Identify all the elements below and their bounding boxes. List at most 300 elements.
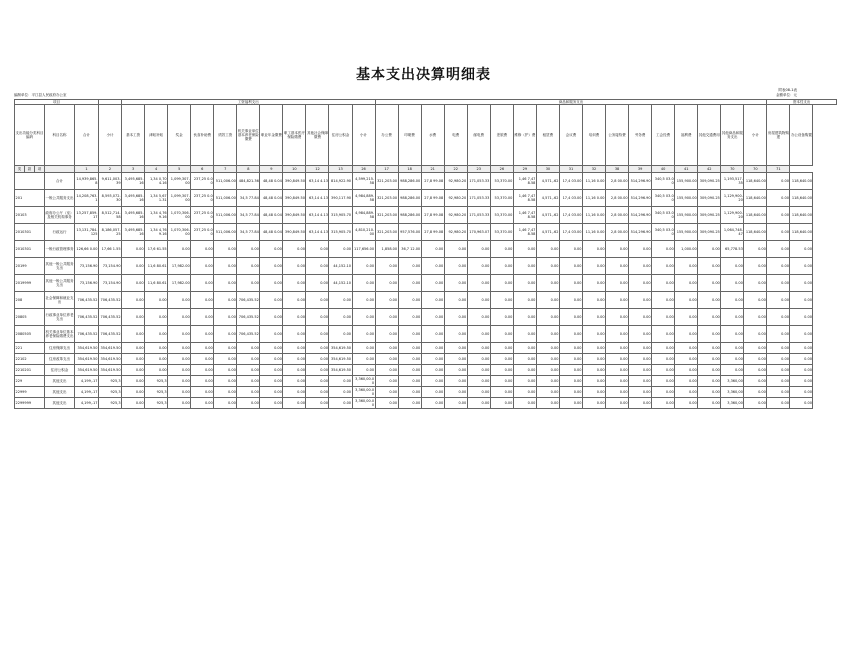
- row-value: 1,129,900.20: [721, 207, 744, 224]
- row-value: 0.00: [536, 292, 559, 309]
- row-value: 0.00: [260, 398, 283, 409]
- row-value: 48,48 0.04: [260, 207, 283, 224]
- row-value: 0.00: [122, 387, 145, 398]
- row-value: 0.00: [352, 343, 375, 354]
- row-value: 0.00: [444, 365, 467, 376]
- row-value: 0.00: [260, 241, 283, 258]
- row-value: 0.00: [122, 275, 145, 292]
- column-code: 4: [145, 166, 168, 173]
- row-name: 住房保障支出: [45, 343, 75, 354]
- row-value: 0.00: [398, 309, 421, 326]
- row-value: 1,000.00: [675, 241, 698, 258]
- row-value: 0.00: [583, 258, 606, 275]
- row-value: 4,571,.62: [536, 190, 559, 207]
- row-value: 0.00: [790, 292, 813, 309]
- goods-group-header: 商品和服务支出: [375, 100, 767, 105]
- row-value: 92,980.20: [444, 224, 467, 241]
- row-value: 0.00: [675, 387, 698, 398]
- row-value: 0.00: [306, 241, 329, 258]
- row-value: 237,25 0.00: [191, 190, 214, 207]
- row-value: 0.00: [191, 309, 214, 326]
- row-value: 1,34 4,76 9.16: [145, 224, 168, 241]
- row-value: 0.00: [237, 398, 260, 409]
- row-value: 0.00: [536, 275, 559, 292]
- row-value: 0.00: [629, 292, 652, 309]
- row-value: 0.00: [721, 292, 744, 309]
- row-value: 0.00: [675, 343, 698, 354]
- row-value: 0.00: [237, 241, 260, 258]
- row-value: 1,46 7,47 8.58: [513, 190, 536, 207]
- row-value: 118,640.00: [790, 173, 813, 190]
- row-value: 0.00: [698, 365, 721, 376]
- column-header: 其他社会保障缴费: [306, 105, 329, 166]
- column-code: 10: [283, 166, 306, 173]
- row-value: 0.00: [490, 241, 513, 258]
- row-value: 321,203.00: [375, 224, 398, 241]
- row-value: 1,34 5,67 1.31: [145, 190, 168, 207]
- row-value: 0.00: [652, 258, 675, 275]
- row-value: 48,48 0.04: [260, 190, 283, 207]
- row-value: 0.00: [744, 343, 767, 354]
- column-code: 17: [375, 166, 398, 173]
- column-code: 13: [329, 166, 352, 173]
- column-code: 32: [583, 166, 606, 173]
- row-value: 1,064,748.47: [721, 224, 744, 241]
- row-value: 0.00: [214, 275, 237, 292]
- column-code: 38: [606, 166, 629, 173]
- row-value: 0.00: [168, 241, 191, 258]
- column-header: 差旅费: [490, 105, 513, 166]
- table-row: [15, 190, 837, 207]
- row-value: 390,849.50: [283, 190, 306, 207]
- row-value: 0.00: [744, 376, 767, 387]
- column-header: 其他交通费用: [698, 105, 721, 166]
- row-value: 511,006.00: [214, 224, 237, 241]
- row-value: 0.00: [652, 398, 675, 409]
- row-value: 0.00: [214, 365, 237, 376]
- row-value: 170,963.07: [467, 224, 490, 241]
- row-value: 1,070,306.00: [168, 224, 191, 241]
- code-level-label: 类: [15, 166, 25, 173]
- row-value: 0.00: [122, 376, 145, 387]
- row-value: 354,619.50: [99, 343, 122, 354]
- row-value: 706,435.52: [75, 326, 99, 343]
- row-value: 0.00: [191, 365, 214, 376]
- row-value: 0.00: [559, 343, 582, 354]
- row-code: 2299999: [15, 398, 45, 409]
- column-code: 40: [652, 166, 675, 173]
- row-value: 0.00: [237, 258, 260, 275]
- row-value: 4,571,.62: [536, 224, 559, 241]
- row-value: 48,48 0.04: [260, 173, 283, 190]
- row-value: 0.00: [513, 343, 536, 354]
- row-value: 0.00: [421, 365, 444, 376]
- currency-unit: 金额单位：元: [776, 93, 797, 97]
- row-value: 0.00: [629, 376, 652, 387]
- row-value: 925,3: [99, 376, 122, 387]
- row-value: 0.00: [375, 326, 398, 343]
- column-header: 伙食补助费: [191, 105, 214, 166]
- row-value: 0.00: [698, 275, 721, 292]
- row-value: 0.00: [444, 354, 467, 365]
- row-value: 0.00: [421, 292, 444, 309]
- table-row: [15, 275, 837, 292]
- column-code: 7: [214, 166, 237, 173]
- row-value: 0.00: [652, 292, 675, 309]
- row-value: 0.00: [698, 343, 721, 354]
- row-value: 0.00: [168, 365, 191, 376]
- row-value: 11,16 0.00: [583, 207, 606, 224]
- row-value: 53,370.00: [490, 207, 513, 224]
- row-code: 22999: [15, 387, 45, 398]
- row-value: 0.00: [444, 309, 467, 326]
- row-value: 3,495,685.16: [122, 190, 145, 207]
- row-value: 390,117.90: [329, 190, 352, 207]
- row-value: 34,5 77.84: [237, 190, 260, 207]
- row-value: 1,099,307.00: [168, 190, 191, 207]
- row-value: 0.00: [168, 354, 191, 365]
- row-value: 73,154.90: [99, 275, 122, 292]
- row-value: 0.00: [790, 258, 813, 275]
- column-header: 绩效工资: [214, 105, 237, 166]
- column-header: 办公设备购置: [790, 105, 813, 166]
- column-header: 支出功能分类科目编码: [15, 105, 45, 166]
- row-value: 0.00: [513, 354, 536, 365]
- row-value: 309,090.25: [698, 207, 721, 224]
- table-row: [15, 173, 837, 190]
- row-value: 0.00: [467, 376, 490, 387]
- row-value: 1,858.00: [375, 241, 398, 258]
- row-value: 0.00: [629, 275, 652, 292]
- row-value: 0.00: [652, 343, 675, 354]
- row-code: 221: [15, 343, 45, 354]
- row-value: 0.00: [421, 326, 444, 343]
- row-value: 0.00: [306, 354, 329, 365]
- row-value: 340,5 03.00: [652, 207, 675, 224]
- row-value: 1,34 0,70 4.16: [145, 173, 168, 190]
- column-header: 住房公积金: [329, 105, 352, 166]
- row-value: 0.00: [467, 398, 490, 409]
- row-value: 0.00: [145, 292, 168, 309]
- row-value: 0.00: [767, 354, 790, 365]
- row-value: 0.00: [583, 387, 606, 398]
- row-value: 0.00: [352, 258, 375, 275]
- row-value: 0.00: [467, 275, 490, 292]
- row-value: 17,66 1.55: [99, 241, 122, 258]
- row-value: 17,982.00: [168, 275, 191, 292]
- row-value: 0.00: [629, 387, 652, 398]
- row-value: 0.00: [698, 292, 721, 309]
- column-header: 电费: [444, 105, 467, 166]
- row-value: 0.00: [790, 387, 813, 398]
- row-value: 0.00: [629, 258, 652, 275]
- row-value: 34,5 77.84: [237, 207, 260, 224]
- row-value: 155,900.00: [675, 224, 698, 241]
- row-value: 0.00: [767, 224, 790, 241]
- reporting-unit: 编制单位：平江县人民政府办公室: [14, 93, 67, 97]
- table-row: [15, 365, 837, 376]
- personnel-group-header: 工资福利支出: [122, 100, 376, 105]
- row-value: 0.00: [260, 376, 283, 387]
- row-value: 0.00: [744, 309, 767, 326]
- row-name: 社会保障和就业支出: [45, 292, 75, 309]
- row-value: 0.00: [306, 387, 329, 398]
- row-value: 0.00: [375, 275, 398, 292]
- column-header: 其他商品和服务支出: [721, 105, 744, 166]
- row-value: 511,006.00: [214, 190, 237, 207]
- column-header: 房屋建筑物购建: [767, 105, 790, 166]
- row-value: 17,6 61.55: [145, 241, 168, 258]
- row-value: 0.00: [767, 190, 790, 207]
- row-value: 0.00: [214, 354, 237, 365]
- row-value: 0.00: [260, 365, 283, 376]
- row-value: 1,46 7,47 8.58: [513, 224, 536, 241]
- row-value: 118,640.00: [790, 207, 813, 224]
- row-value: 0.00: [583, 354, 606, 365]
- row-value: 0.00: [122, 309, 145, 326]
- row-value: 354,619.50: [75, 365, 99, 376]
- column-code: 29: [513, 166, 536, 173]
- item-header: 项目: [15, 100, 99, 105]
- column-code: 70: [744, 166, 767, 173]
- row-value: 155,900.00: [675, 190, 698, 207]
- row-value: 13,257,859.17: [75, 207, 99, 224]
- row-value: 3,495,685.16: [122, 173, 145, 190]
- column-code: 8: [237, 166, 260, 173]
- row-value: 706,435.52: [99, 326, 122, 343]
- row-value: 0.00: [283, 258, 306, 275]
- column-code: 22: [444, 166, 467, 173]
- row-value: 0.00: [652, 376, 675, 387]
- row-value: 0.00: [721, 309, 744, 326]
- row-value: 354,619.50: [99, 365, 122, 376]
- row-value: 0.00: [490, 258, 513, 275]
- column-code: 71: [767, 166, 790, 173]
- row-value: 0.00: [606, 376, 629, 387]
- form-code-text: 附表08-1表: [778, 88, 797, 92]
- row-value: 0.00: [237, 275, 260, 292]
- row-value: 0.00: [583, 241, 606, 258]
- row-value: 0.00: [214, 292, 237, 309]
- row-value: 0.00: [283, 343, 306, 354]
- row-value: 988,286.00: [398, 190, 421, 207]
- column-header: 工会经费: [652, 105, 675, 166]
- row-name: 政府办公厅（室）及相关机构事务: [45, 207, 75, 224]
- row-value: 4,571,.62: [536, 173, 559, 190]
- row-value: 315,905.70: [329, 224, 352, 241]
- row-value: 0.00: [559, 387, 582, 398]
- row-value: 0.00: [606, 354, 629, 365]
- row-value: 0.00: [490, 376, 513, 387]
- row-value: 0.00: [606, 398, 629, 409]
- row-value: 706,435.52: [99, 309, 122, 326]
- row-value: 0.00: [444, 292, 467, 309]
- row-value: 514,296.90: [629, 207, 652, 224]
- row-value: 0.00: [721, 326, 744, 343]
- row-value: 2,8 00.00: [606, 224, 629, 241]
- row-name: 机关事业单位基本养老保险缴费支出: [45, 326, 75, 343]
- row-value: 0.00: [767, 207, 790, 224]
- column-code: 9: [260, 166, 283, 173]
- row-code: 2010301: [15, 224, 45, 241]
- row-value: 1,34 4,76 9.16: [145, 207, 168, 224]
- row-name: 合计: [45, 173, 75, 190]
- row-value: 63,14 4.13: [306, 224, 329, 241]
- row-value: 0.00: [398, 354, 421, 365]
- row-value: 354,619.50: [99, 354, 122, 365]
- row-value: 390,849.50: [283, 173, 306, 190]
- row-value: 0.00: [214, 376, 237, 387]
- column-code: 26: [490, 166, 513, 173]
- row-value: 44,152.10: [329, 275, 352, 292]
- row-value: 0.00: [122, 258, 145, 275]
- column-header: 奖金: [168, 105, 191, 166]
- row-value: 0.00: [122, 365, 145, 376]
- row-value: 0.00: [467, 343, 490, 354]
- column-header: 福利费: [675, 105, 698, 166]
- row-value: 0.00: [329, 326, 352, 343]
- row-value: 27,8 99.08: [421, 224, 444, 241]
- row-value: 0.00: [583, 326, 606, 343]
- row-value: 92,980.20: [444, 207, 467, 224]
- row-value: 0.00: [698, 309, 721, 326]
- row-value: 0.00: [260, 326, 283, 343]
- column-header: 维修（护）费: [513, 105, 536, 166]
- row-value: 0.00: [375, 292, 398, 309]
- row-value: 354,619.50: [329, 354, 352, 365]
- row-value: 0.00: [583, 275, 606, 292]
- row-value: 0.00: [721, 365, 744, 376]
- row-value: 0.00: [237, 387, 260, 398]
- row-value: 0.00: [145, 354, 168, 365]
- row-value: 3,360,00.00: [352, 376, 375, 387]
- row-value: 17,4 03.00: [559, 173, 582, 190]
- row-value: 0.00: [513, 275, 536, 292]
- row-value: 0.00: [168, 309, 191, 326]
- row-value: 0.00: [698, 326, 721, 343]
- row-name: 住房公积金: [45, 365, 75, 376]
- row-value: 0.00: [652, 309, 675, 326]
- row-value: 309,090.25: [698, 190, 721, 207]
- row-value: 0.00: [421, 275, 444, 292]
- row-value: 0.00: [559, 326, 582, 343]
- column-header: 小计: [99, 105, 122, 166]
- row-code: 20805: [15, 309, 45, 326]
- row-value: 0.00: [767, 376, 790, 387]
- row-value: 925,3: [145, 387, 168, 398]
- row-value: 0.00: [675, 376, 698, 387]
- row-value: 0.00: [513, 241, 536, 258]
- row-value: 36,7 12.00: [398, 241, 421, 258]
- row-value: 0.00: [559, 241, 582, 258]
- row-value: 11,6 80.61: [145, 258, 168, 275]
- row-value: 0.00: [306, 376, 329, 387]
- row-value: 0.00: [744, 275, 767, 292]
- column-code: 39: [629, 166, 652, 173]
- column-header: 小计: [352, 105, 375, 166]
- row-value: 0.00: [536, 387, 559, 398]
- row-value: 354,619.50: [329, 343, 352, 354]
- row-value: 0.00: [536, 258, 559, 275]
- row-value: 11,16 0.00: [583, 224, 606, 241]
- row-value: 0.00: [444, 398, 467, 409]
- row-value: 0.00: [675, 398, 698, 409]
- row-value: 0.00: [283, 398, 306, 409]
- row-value: 0.00: [283, 376, 306, 387]
- row-value: 27,8 99.08: [421, 190, 444, 207]
- row-value: 0.00: [375, 398, 398, 409]
- row-value: 0.00: [467, 387, 490, 398]
- row-value: 0.00: [790, 275, 813, 292]
- row-value: 0.00: [744, 326, 767, 343]
- row-value: 0.00: [283, 292, 306, 309]
- row-value: 0.00: [421, 398, 444, 409]
- row-value: 0.00: [536, 326, 559, 343]
- row-value: 8,593,072.30: [99, 190, 122, 207]
- row-value: 3,360,00.00: [352, 398, 375, 409]
- row-value: 0.00: [559, 275, 582, 292]
- row-value: 0.00: [675, 309, 698, 326]
- row-value: 0.00: [191, 354, 214, 365]
- row-value: 354,619.50: [329, 365, 352, 376]
- row-value: 73,154.90: [99, 258, 122, 275]
- row-name: 一般行政管理事务: [45, 241, 75, 258]
- row-value: 11,6 80.61: [145, 275, 168, 292]
- row-value: 0.00: [168, 326, 191, 343]
- capital-group-header: 资本性支出: [767, 100, 837, 105]
- row-value: 0.00: [536, 241, 559, 258]
- row-value: 0.00: [721, 354, 744, 365]
- row-value: 0.00: [490, 398, 513, 409]
- row-value: 126,66 0.00: [75, 241, 99, 258]
- row-value: 0.00: [583, 376, 606, 387]
- row-value: 2,8 00.00: [606, 207, 629, 224]
- row-value: 118,640.00: [790, 224, 813, 241]
- row-value: 1,129,900.20: [721, 190, 744, 207]
- row-value: 0.00: [698, 398, 721, 409]
- row-value: 92,980.20: [444, 190, 467, 207]
- row-value: 0.00: [698, 354, 721, 365]
- column-header: 印刷费: [398, 105, 421, 166]
- row-value: 0.00: [398, 365, 421, 376]
- row-value: 0.00: [629, 365, 652, 376]
- row-value: 171,053.33: [467, 173, 490, 190]
- row-value: 0.00: [767, 387, 790, 398]
- column-header: 会议费: [559, 105, 582, 166]
- row-value: 0.00: [744, 241, 767, 258]
- row-value: 0.00: [790, 365, 813, 376]
- row-value: 0.00: [767, 258, 790, 275]
- row-value: 0.00: [744, 398, 767, 409]
- row-value: 0.00: [398, 326, 421, 343]
- column-code: 12: [306, 166, 329, 173]
- row-value: 321,203.00: [375, 207, 398, 224]
- row-code: 2080505: [15, 326, 45, 343]
- row-value: 340,5 03.00: [652, 224, 675, 241]
- row-value: 0.00: [214, 343, 237, 354]
- row-value: 0.00: [490, 309, 513, 326]
- column-header: 水费: [421, 105, 444, 166]
- code-level-label: 款: [25, 166, 35, 173]
- row-value: 706,435.52: [99, 292, 122, 309]
- row-value: 0.00: [329, 398, 352, 409]
- row-value: 0.00: [467, 292, 490, 309]
- row-value: 0.00: [283, 326, 306, 343]
- row-value: 0.00: [490, 326, 513, 343]
- row-value: 0.00: [606, 275, 629, 292]
- table-row: [15, 343, 837, 354]
- row-value: 0.00: [767, 275, 790, 292]
